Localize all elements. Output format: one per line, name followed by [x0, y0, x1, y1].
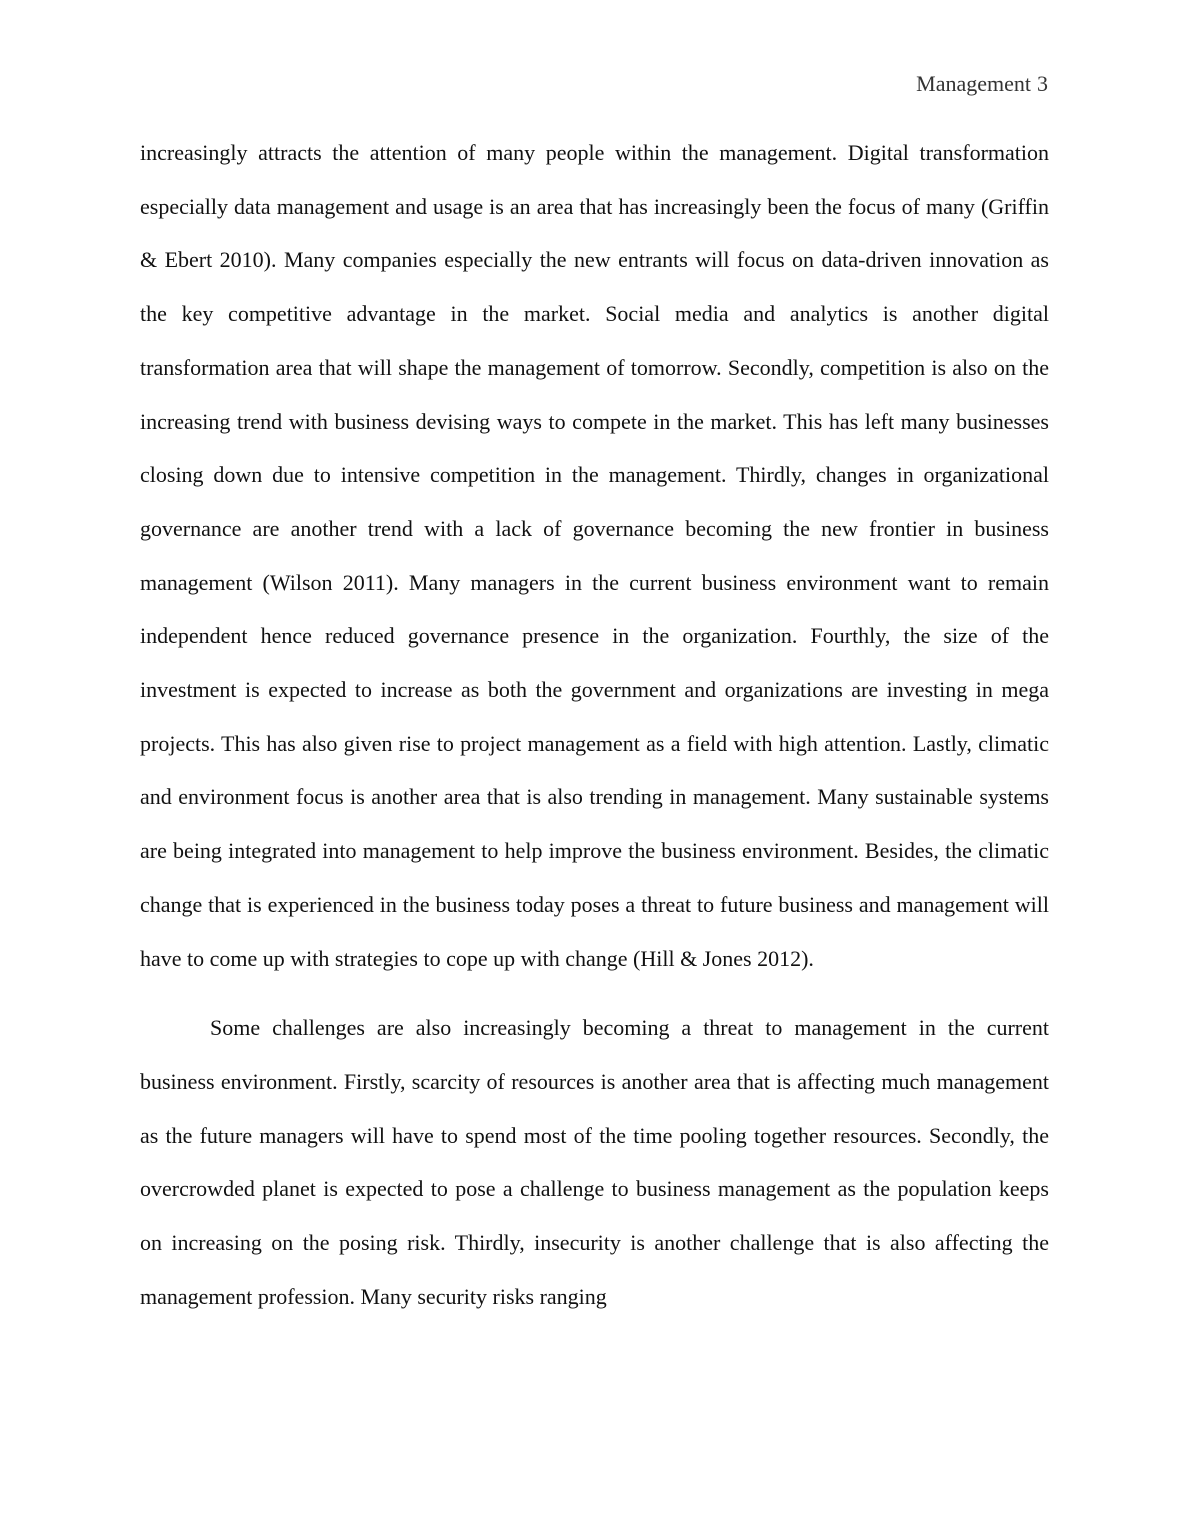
header-title: Management	[916, 71, 1031, 96]
page-number: 3	[1037, 71, 1048, 96]
document-body	[140, 126, 1049, 1323]
paragraph-challenges: Some challenges are also increasingly becoming a threat to management in the current business environment. Firstly, scarcity of resources is another area that is affecting much management as the future managers will have to spend most of the time pooling together resources. Secondly, the overcrowded planet is expected to pose a challenge to business management as the population keeps on increasing on the posing risk. Thirdly, insecurity is another challenge that is also affecting the management profession. Many security risks ranging	[140, 1015, 1049, 1309]
paragraph-continued: increasingly attracts the attention of many people within the management. Digital transformation especially data management and usage is an area that has increasingly been the focus of many (Griffin & Ebert 2010). Many companies especially the new entrants will focus on data-driven innovation as the key competitive advantage in the market. Social media and analytics is another digital transformation area that will shape the management of tomorrow. Secondly, competition is also on the increasing trend with business devising ways to compete in the market. This has left many businesses closing down due to intensive competition in the management. Thirdly, changes in organizational governance are another trend with a lack of governance becoming the new frontier in business management (Wilson 2011). Many managers in the current business environment want to remain independent hence reduced governance presence in the organization. Fourthly, the size of the investment is expected to increase as both the government and organizations are investing in mega projects. This has also given rise to project management as a field with high attention. Lastly, climatic and environment focus is another area that is also trending in management. Many sustainable systems are being integrated into management to help improve the business environment. Besides, the climatic change that is experienced in the business today poses a threat to future business and management will have to come up with strategies to cope up with change (Hill & Jones 2012).	[140, 140, 1049, 971]
running-header	[916, 70, 1048, 98]
